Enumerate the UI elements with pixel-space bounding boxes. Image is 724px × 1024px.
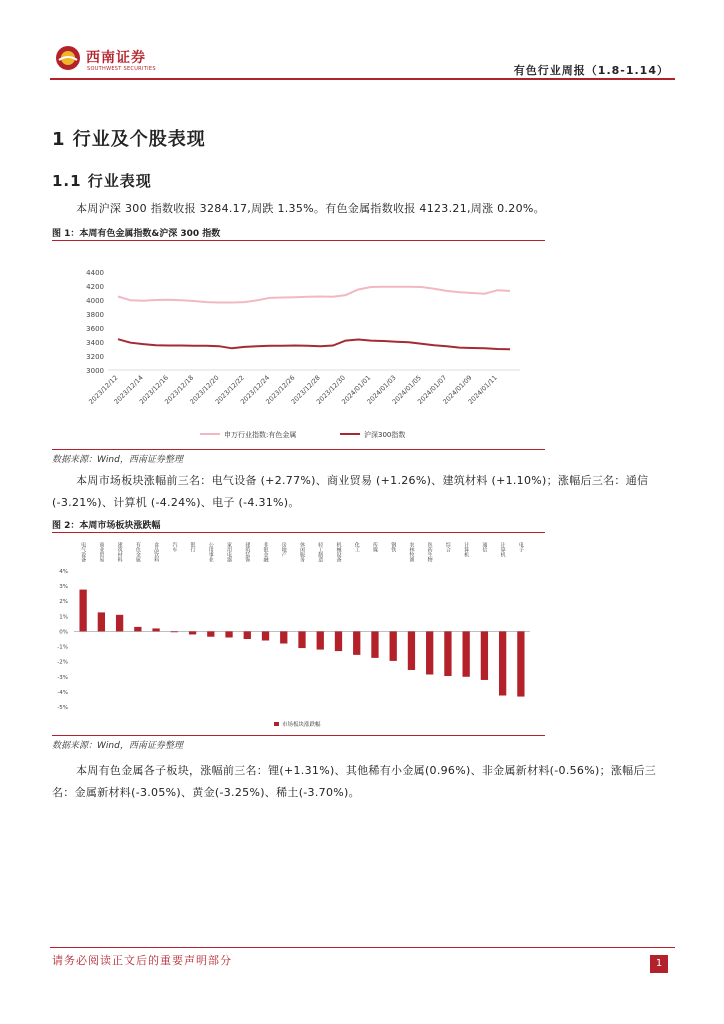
- x-tick-label: 2024/01/05: [390, 373, 423, 406]
- category-label: 化工: [353, 542, 360, 552]
- bar-21: [463, 631, 470, 676]
- y-tick-label: 3200: [86, 353, 104, 361]
- series-line-0: [118, 287, 510, 303]
- category-label: 钢铁: [390, 542, 397, 552]
- bar-17: [390, 631, 397, 660]
- bar-11: [280, 631, 287, 643]
- legend-label-1: 沪深300指数: [364, 431, 406, 439]
- bar-3: [134, 627, 141, 632]
- paragraph-text: 本周沪深 300 指数收报 3284.17,周跌 1.35%。有色金属指数收报 4123.21,周涨 0.20%。: [76, 202, 545, 215]
- y-tick-label: 3800: [86, 311, 104, 319]
- y-tick-label: 0%: [59, 629, 68, 636]
- x-tick-label: 2023/12/30: [314, 373, 348, 406]
- category-label: 综合: [444, 542, 451, 552]
- x-tick-label: 2023/12/16: [137, 373, 170, 406]
- brand-logo-subtext: SOUTHWEST SECURITIES: [87, 66, 156, 72]
- bar-2: [116, 615, 123, 632]
- bar-18: [408, 631, 415, 670]
- x-tick-label: 2023/12/12: [87, 373, 120, 406]
- page-number: 1: [650, 955, 668, 973]
- category-label: 传媒: [371, 542, 378, 552]
- paragraph-index-summary: [52, 198, 672, 220]
- figure-2-bottom-divider: [52, 735, 545, 736]
- bar-5: [171, 631, 178, 632]
- header-divider: [50, 78, 675, 80]
- paragraph-text: 本周有色金属各子板块，涨幅前三名：锂(+1.31%)、其他稀有小金属(0.96%)、非金属新材料(-0.56%)；涨幅后三名：金属新材料(-3.05%)、黄金(-3.25%)、稀土(-3.70%)。: [52, 764, 657, 799]
- category-label: 家用电器: [226, 542, 233, 562]
- x-tick-label: 2024/01/07: [416, 373, 449, 406]
- bar-13: [317, 631, 324, 649]
- sector-bar-chart: [52, 534, 545, 734]
- bar-1: [98, 612, 105, 631]
- bar-24: [517, 631, 524, 696]
- bar-7: [207, 631, 214, 636]
- category-label: 计算机: [463, 542, 470, 557]
- paragraph-subsector-summary: [52, 760, 672, 804]
- category-label: 公用事业: [207, 542, 214, 562]
- y-tick-label: 3400: [86, 339, 104, 347]
- legend-swatch: [274, 722, 279, 726]
- x-tick-label: 2023/12/24: [239, 373, 272, 406]
- figure-1-bottom-divider: [52, 449, 545, 450]
- x-tick-label: 2024/01/11: [466, 373, 499, 406]
- figure-1-source: 数据来源：Wind，西南证券整理: [52, 455, 183, 465]
- category-label: 电子: [517, 542, 524, 552]
- y-tick-label: 3%: [59, 584, 68, 591]
- bar-10: [262, 631, 269, 640]
- category-label: 轻工制造: [317, 542, 324, 562]
- figure-2-caption: 图 2：本周市场板块涨跌幅: [52, 521, 161, 531]
- category-label: 商业贸易: [98, 542, 105, 562]
- y-tick-label: -1%: [57, 644, 68, 651]
- x-tick-label: 2024/01/09: [441, 373, 474, 406]
- figure-1-caption: 图 1：本周有色金属指数&沪深 300 指数: [52, 229, 221, 239]
- bar-16: [371, 631, 378, 657]
- category-label: 计算机: [499, 542, 506, 557]
- x-tick-label: 2023/12/28: [289, 373, 322, 406]
- paragraph-sector-summary: [52, 470, 672, 514]
- category-label: 建筑装饰: [244, 542, 251, 562]
- y-tick-label: 4%: [59, 569, 68, 575]
- index-line-chart: [60, 258, 540, 448]
- bar-12: [298, 631, 305, 648]
- bar-4: [152, 628, 159, 631]
- y-tick-label: -3%: [57, 674, 68, 681]
- y-tick-label: 4000: [86, 297, 104, 305]
- bar-22: [481, 631, 488, 680]
- category-label: 汽车: [171, 542, 178, 552]
- category-label: 房地产: [280, 542, 287, 557]
- category-label: 建筑材料: [116, 542, 123, 562]
- category-label: 机械设备: [335, 542, 342, 562]
- category-label: 休闲服务: [299, 542, 305, 562]
- section-heading: 1 行业及个股表现: [52, 129, 206, 150]
- brand-logo-text: 西南证券: [86, 50, 146, 66]
- subsection-heading: 1.1 行业表现: [52, 172, 152, 190]
- series-line-1: [118, 339, 510, 349]
- bar-20: [444, 631, 451, 676]
- footer-divider: [50, 947, 675, 948]
- x-tick-label: 2024/01/01: [340, 373, 373, 406]
- bar-9: [244, 631, 251, 639]
- figure-2-divider: [52, 532, 545, 533]
- category-label: 银行: [189, 542, 196, 552]
- bar-23: [499, 631, 506, 695]
- x-tick-label: 2024/01/03: [365, 373, 398, 406]
- figure-2-source: 数据来源：Wind，西南证券整理: [52, 741, 183, 751]
- paragraph-text: 本周市场板块涨幅前三名：电气设备 (+2.77%)、商业贸易 (+1.26%)、建筑材料 (+1.10%)；涨幅后三名：通信 (-3.21%)、计算机 (-4.24%)、电子 (-4.31%)。: [52, 474, 649, 509]
- bar-14: [335, 631, 342, 651]
- x-tick-label: 2023/12/26: [264, 373, 297, 406]
- bar-6: [189, 631, 196, 634]
- bar-0: [79, 590, 86, 632]
- category-label: 食品饮料: [153, 542, 160, 562]
- bar-19: [426, 631, 433, 674]
- y-tick-label: 1%: [59, 614, 68, 621]
- y-tick-label: 4400: [86, 269, 104, 277]
- category-label: 非银金融: [262, 542, 269, 562]
- legend-label: 市场板块涨跌幅: [282, 722, 321, 728]
- y-tick-label: -2%: [57, 659, 68, 666]
- y-tick-label: 2%: [59, 599, 68, 606]
- y-tick-label: -5%: [57, 705, 68, 711]
- logo-icon: [55, 45, 81, 71]
- bar-8: [225, 631, 232, 637]
- y-tick-label: 3600: [86, 325, 104, 333]
- disclaimer-note: 请务必阅读正文后的重要声明部分: [52, 954, 232, 967]
- category-label: 有色金属: [134, 542, 141, 562]
- x-tick-label: 2023/12/14: [112, 373, 145, 406]
- bar-15: [353, 631, 360, 654]
- x-tick-label: 2023/12/20: [188, 373, 221, 406]
- category-label: 医药生物: [426, 542, 433, 562]
- x-tick-label: 2023/12/22: [213, 373, 246, 406]
- y-tick-label: 3000: [86, 367, 104, 375]
- category-label: 农林牧渔: [408, 542, 415, 562]
- y-tick-label: -4%: [57, 689, 68, 696]
- category-label: 电气设备: [80, 542, 87, 562]
- document-title: 有色行业周报（1.8-1.14）: [513, 64, 669, 77]
- figure-1-divider: [52, 240, 545, 241]
- y-tick-label: 4200: [86, 283, 104, 291]
- legend-label-0: 申万行业指数:有色金属: [224, 431, 297, 439]
- category-label: 通信: [481, 542, 488, 552]
- x-tick-label: 2023/12/18: [163, 373, 196, 406]
